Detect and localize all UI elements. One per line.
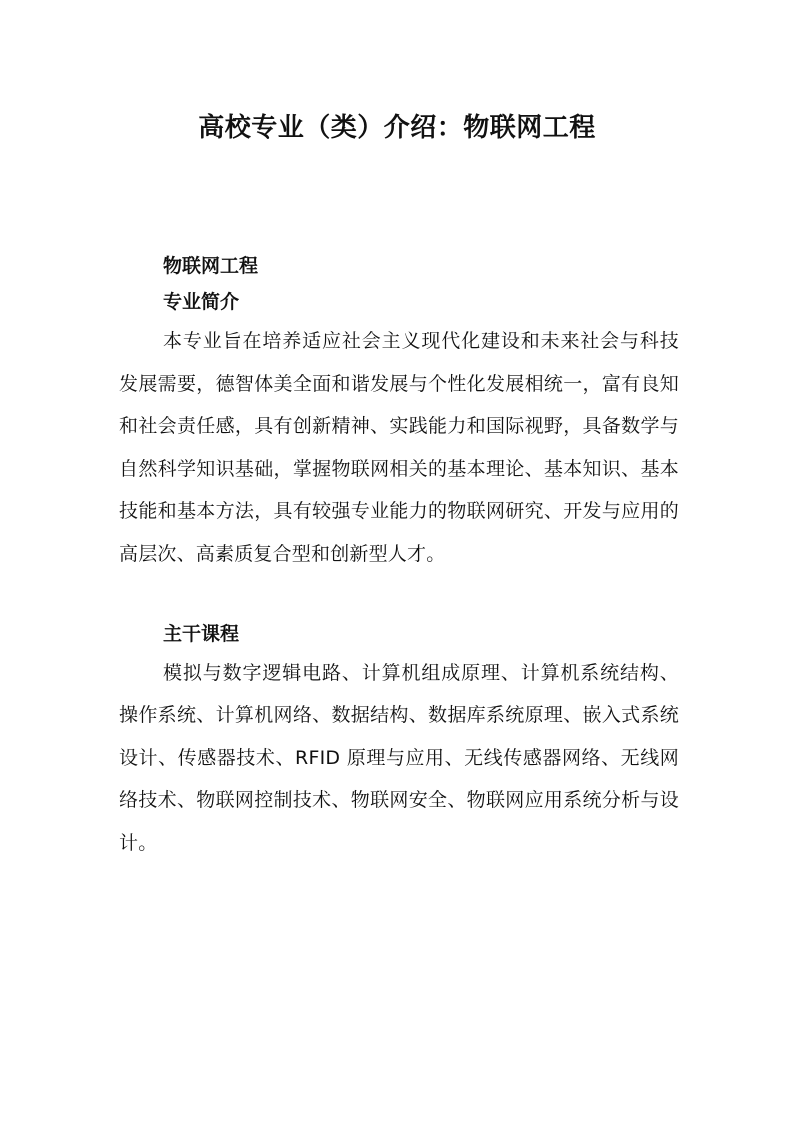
- core-courses-paragraph: 模拟与数字逻辑电路、计算机组成原理、计算机系统结构、操作系统、计算机网络、数据结构、数据库系统原理、嵌入式系统设计、传感器技术、RFID 原理与应用、无线传感器网络、无线网络技术、物联网控制技术、物联网安全、物联网应用系统分析与设计。: [119, 661, 679, 854]
- major-name: 物联网工程: [163, 255, 259, 277]
- section-heading-introduction: 专业简介: [163, 291, 240, 313]
- section-spacer: [119, 576, 679, 616]
- section-heading-core-courses: 主干课程: [163, 622, 240, 645]
- introduction-paragraph: 本专业旨在培养适应社会主义现代化建设和未来社会与科技发展需要，德智体美全面和谐发展与个性化发展相统一，富有良知和社会责任感，具有创新精神、实践能力和国际视野，具备数学与自然科学知识基础，掌握物联网相关的基本理论、基本知识、基本技能和基本方法，具有较强专业能力的物联网研究、开发与应用的高层次、高素质复合型和创新型人才。: [119, 330, 679, 565]
- document-title: 高校专业（类）介绍：物联网工程: [198, 113, 596, 143]
- document-body: [119, 248, 679, 865]
